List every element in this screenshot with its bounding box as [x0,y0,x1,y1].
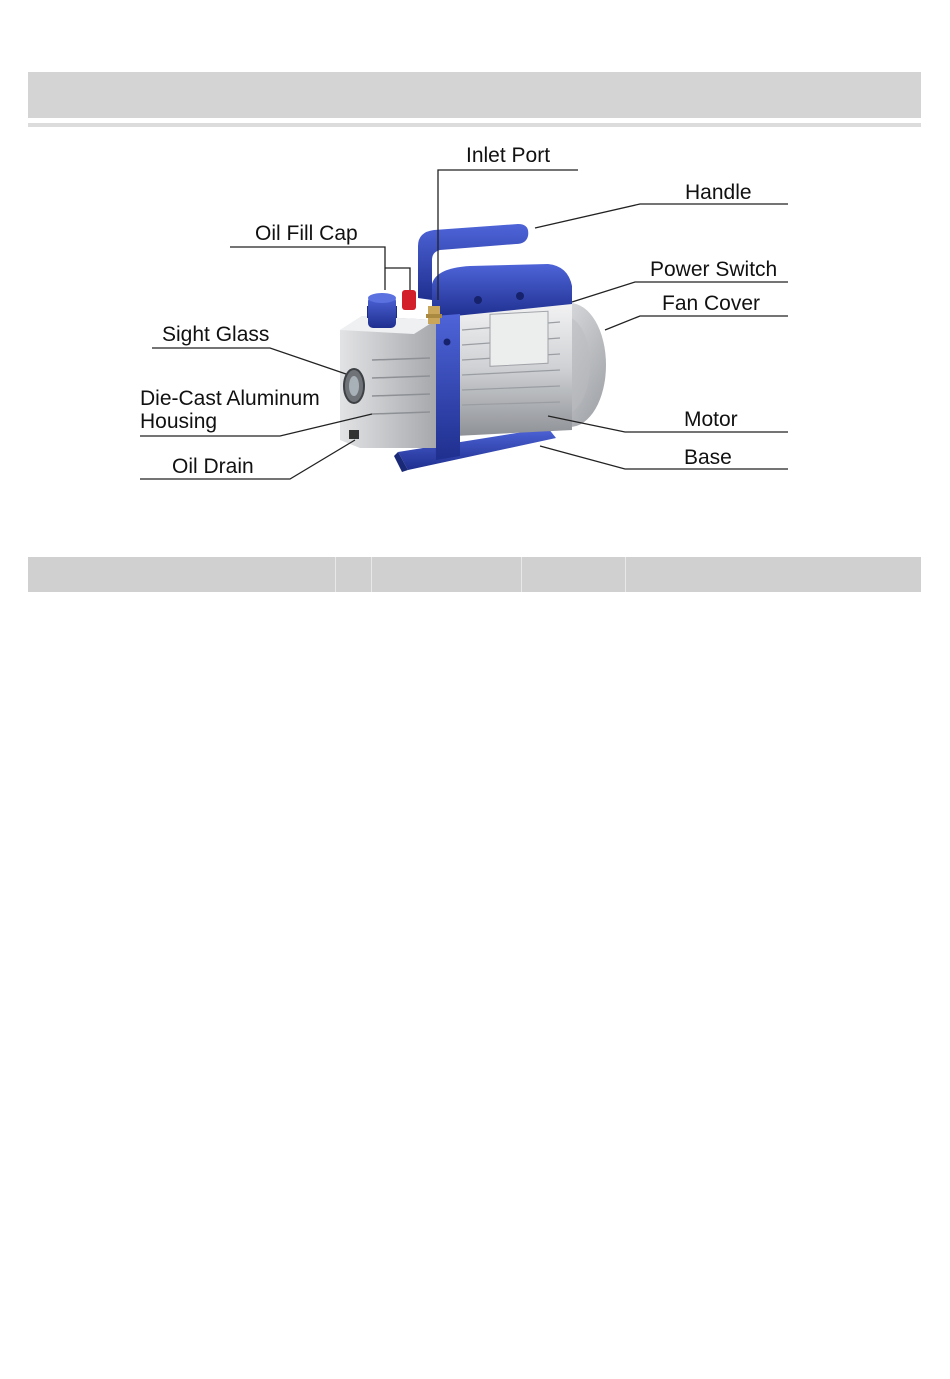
vacuum-pump-diagram [0,130,950,510]
label-sight-glass: Sight Glass [162,323,270,346]
oil-drain-shape [349,430,359,439]
table-header-cell [372,557,522,592]
label-housing-line2: Housing [140,410,218,433]
table-header-cell [626,557,921,592]
label-power-switch: Power Switch [650,258,778,281]
table-header-cell [522,557,626,592]
label-inlet-port: Inlet Port [466,144,551,167]
table-header-band [28,557,921,592]
power-switch-shape [402,290,416,310]
section-header-band [28,72,921,118]
pump-illustration [340,224,606,472]
section-header-rule [28,123,921,127]
label-oil-drain: Oil Drain [172,455,254,478]
table-header-cell [336,557,372,592]
label-motor: Motor [684,408,738,431]
label-base: Base [684,446,732,469]
label-oil-fill-cap: Oil Fill Cap [255,222,358,245]
table-header-cell [28,557,336,592]
label-handle: Handle [685,181,752,204]
label-fan-cover: Fan Cover [662,292,761,315]
mount-plate-shape [434,314,460,460]
label-housing-line1: Die-Cast Aluminum [140,387,320,410]
